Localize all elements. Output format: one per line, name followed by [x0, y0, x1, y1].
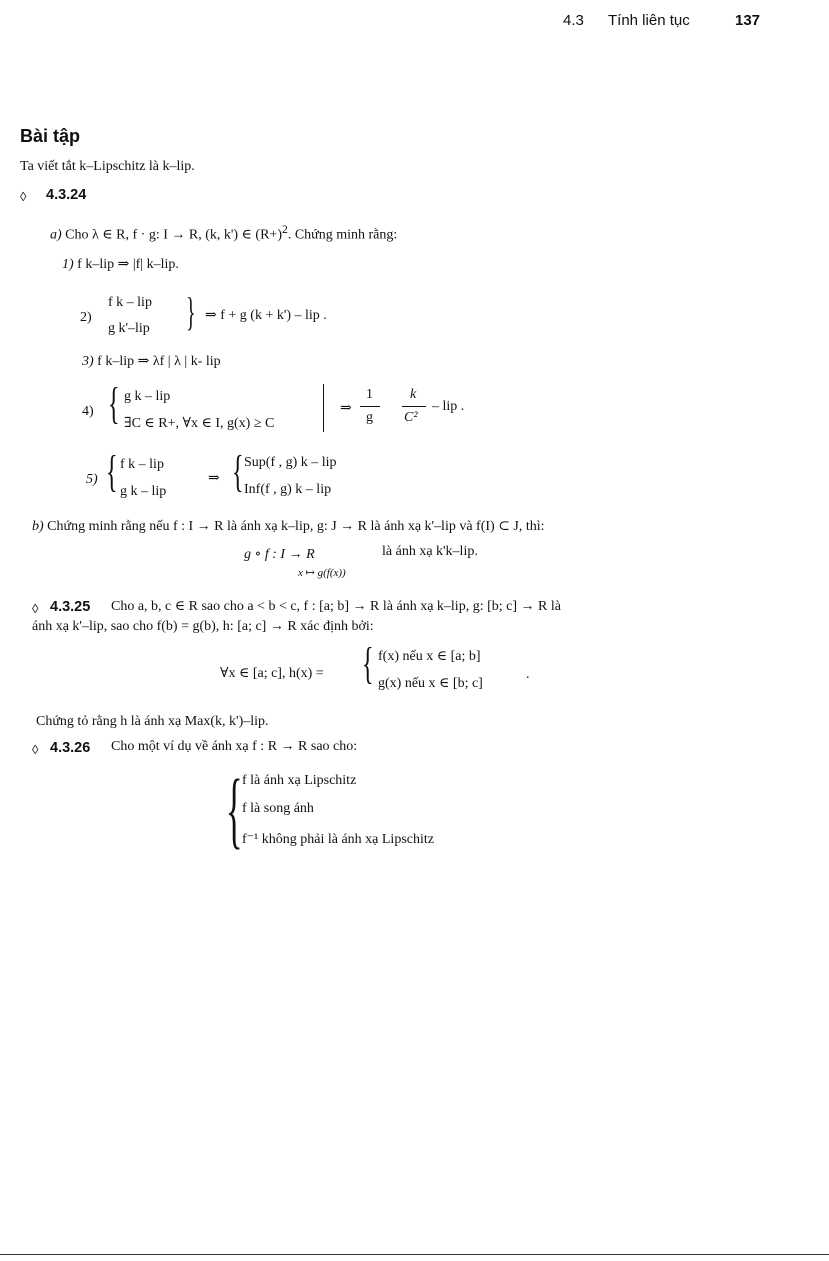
- ex24-item4-line2: ∃C ∈ R+, ∀x ∈ I, g(x) ≥ C: [124, 416, 275, 431]
- ex24-item3-text: f k–lip ⇒ λf | λ | k- lip: [97, 354, 221, 369]
- ex24-item2-result: ⇒ f + g (k + k') – lip .: [205, 308, 327, 323]
- ex24-item4-num2: k: [410, 387, 417, 402]
- ex24-item1-text: f k–lip ⇒ |f| k–lip.: [77, 257, 179, 272]
- ex24-part-a: [50, 223, 397, 244]
- ex24-b-label: b): [32, 519, 44, 534]
- ex24-item3-label: 3): [82, 354, 94, 369]
- ex25-def-lhs: ∀x ∈ [a; c], h(x) =: [220, 666, 324, 681]
- fraction-bar: [360, 406, 380, 407]
- ex24-item5-label: 5): [86, 472, 98, 487]
- page-number: 137: [735, 12, 761, 29]
- header-chapter-title: Tính liên tục: [608, 12, 690, 29]
- diamond-icon: ◊: [20, 189, 27, 204]
- ex24-a-label: a): [50, 227, 62, 243]
- left-brace: {: [106, 447, 118, 496]
- ex24-item4-tail: – lip .: [432, 399, 465, 414]
- ex24-a-text: Cho λ ∈ R, f · g: I → R, (k, k') ∈ (R+): [65, 227, 282, 243]
- ex26-condition-2: f là song ánh: [242, 801, 314, 816]
- ex24-item1-label: 1): [62, 257, 74, 272]
- ex24-part-b: [32, 518, 545, 535]
- left-brace: {: [362, 639, 374, 688]
- ex24-b-mapping: x ↦ g(f(x)): [298, 567, 346, 579]
- fraction-bar: [402, 406, 426, 407]
- ex24-b-text: Chứng minh rằng nếu f : I → R là ánh xạ k–lip, g: J → R là ánh xạ k'–lip và f(I) ⊂ J, thì:: [47, 519, 545, 534]
- ex24-item5-line2: g k – lip: [120, 484, 167, 499]
- ex24-item5-arrow: ⇒: [208, 471, 220, 486]
- diamond-icon: ◊: [32, 601, 39, 616]
- ex24-item4-arrow: ⇒: [340, 401, 352, 416]
- ex24-b-composition: g ∘ f : I → R: [244, 547, 315, 562]
- intro-text: Ta viết tắt k–Lipschitz là k–lip.: [20, 159, 195, 174]
- page-bottom-rule: [0, 1254, 829, 1255]
- ex26-condition-3: f⁻¹ không phải là ánh xạ Lipschitz: [242, 832, 434, 847]
- ex24-item-1: [62, 256, 179, 273]
- ex24-item2-label: 2): [80, 310, 92, 325]
- ex24-item5-line1: f k – lip: [120, 457, 164, 472]
- ex25-case-end: .: [526, 667, 530, 682]
- ex25-case2: g(x) nếu x ∈ [b; c]: [378, 676, 483, 691]
- ex25-case1: f(x) nếu x ∈ [a; b]: [378, 649, 481, 664]
- ex24-item5-right2: Inf(f , g) k – lip: [244, 482, 332, 497]
- ex24-item4-den2: C²: [404, 410, 418, 425]
- ex24-b-composition-result: là ánh xạ k'k–lip.: [382, 544, 478, 559]
- ex25-line1: Cho a, b, c ∈ R sao cho a < b < c, f : [a; b] → R là ánh xạ k–lip, g: [b; c] → R là: [111, 599, 561, 614]
- ex24-item4-label: 4): [82, 404, 94, 419]
- left-brace: {: [232, 447, 244, 496]
- vertical-bar: [323, 384, 324, 432]
- ex24-item2-f: f k – lip: [108, 295, 152, 310]
- ex25-line2: ánh xạ k'–lip, sao cho f(b) = g(b), h: [a; c] → R xác định bởi:: [32, 619, 374, 634]
- ex24-a-end: . Chứng minh rằng:: [287, 227, 398, 243]
- ex24-a-sup: 2: [281, 223, 288, 236]
- ex24-item4-den1: g: [366, 410, 373, 425]
- right-brace: }: [186, 289, 196, 334]
- exercise-number-24: 4.3.24: [46, 187, 87, 203]
- exercise-number-25: 4.3.25: [50, 599, 91, 615]
- ex24-item-3: [82, 353, 221, 370]
- header-section-number: 4.3: [563, 12, 584, 29]
- ex26-line1: Cho một ví dụ về ánh xạ f : R → R sao cho:: [111, 739, 358, 754]
- diamond-icon: ◊: [32, 742, 39, 757]
- ex24-item4-num1: 1: [366, 387, 373, 402]
- left-brace: {: [108, 379, 120, 428]
- left-brace: {: [226, 761, 243, 857]
- exercise-number-26: 4.3.26: [50, 740, 91, 756]
- ex24-item2-g: g k'–lip: [108, 321, 150, 336]
- ex25-conclusion: Chứng tỏ rằng h là ánh xạ Max(k, k')–lip.: [36, 714, 269, 729]
- ex24-item5-right1: Sup(f , g) k – lip: [244, 455, 337, 470]
- ex26-condition-1: f là ánh xạ Lipschitz: [242, 773, 357, 788]
- exercises-heading: Bài tập: [20, 126, 81, 146]
- ex24-item4-line1: g k – lip: [124, 389, 171, 404]
